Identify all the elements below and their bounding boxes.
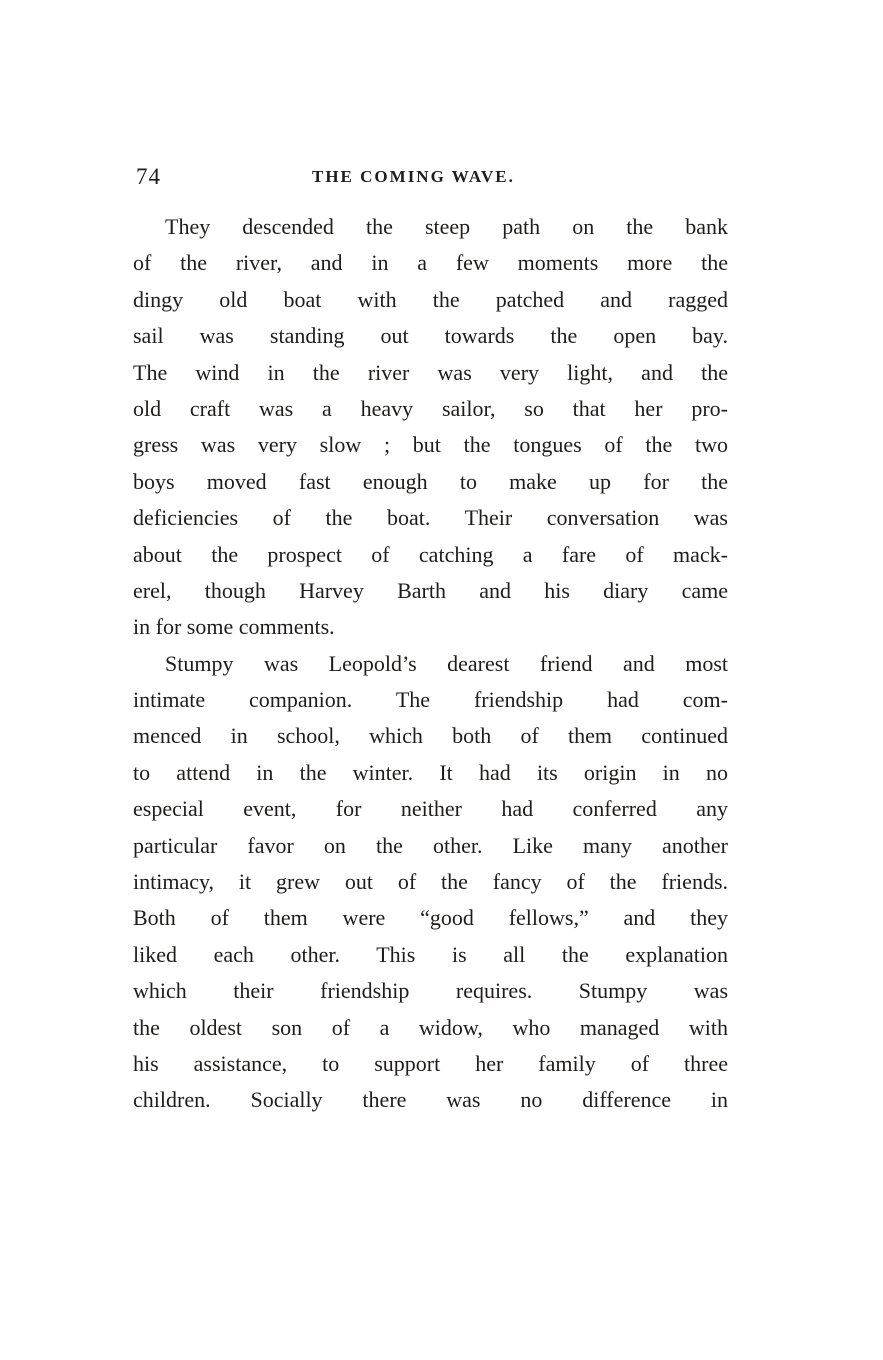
text-line: sail was standing out towards the open bay. — [133, 323, 728, 349]
text-line: The wind in the river was very light, and the — [133, 359, 728, 385]
text-line: deficiencies of the boat. Their conversation was — [133, 505, 728, 531]
text-line: intimacy, it grew out of the fancy of the friends. — [133, 869, 728, 895]
text-line: They descended the steep path on the bank — [165, 214, 728, 239]
running-head — [136, 160, 726, 194]
text-line: in for some comments. — [133, 614, 335, 640]
text-line: dingy old boat with the patched and ragged — [133, 286, 728, 312]
text-line: to attend in the winter. It had its origin in no — [133, 759, 728, 785]
page-number: 74 — [136, 164, 161, 189]
text-line: erel, though Harvey Barth and his diary came — [133, 577, 728, 603]
text-line: old craft was a heavy sailor, so that her pro- — [133, 395, 728, 421]
text-line: Stumpy was Leopold’s dearest friend and most — [165, 650, 728, 676]
text-line: boys moved fast enough to make up for the — [133, 468, 728, 494]
text-line: particular favor on the other. Like many another — [133, 832, 728, 858]
text-line: especial event, for neither had conferred any — [133, 796, 728, 822]
text-line: Both of them were “good fellows,” and they — [133, 905, 728, 931]
text-line: gress was very slow ; but the tongues of the two — [133, 432, 728, 458]
text-line: his assistance, to support her family of three — [133, 1050, 728, 1076]
text-line: intimate companion. The friendship had com- — [133, 687, 728, 713]
body-text — [133, 209, 728, 1119]
running-title: THE COMING WAVE. — [312, 167, 515, 186]
text-line: which their friendship requires. Stumpy was — [133, 978, 728, 1004]
text-line: of the river, and in a few moments more the — [133, 250, 728, 276]
text-line: the oldest son of a widow, who managed with — [133, 1014, 728, 1040]
text-line: liked each other. This is all the explanation — [133, 941, 728, 967]
text-line: menced in school, which both of them continued — [133, 723, 728, 749]
text-line: about the prospect of catching a fare of mack- — [133, 541, 728, 567]
text-line: children. Socially there was no difference in — [133, 1087, 728, 1113]
